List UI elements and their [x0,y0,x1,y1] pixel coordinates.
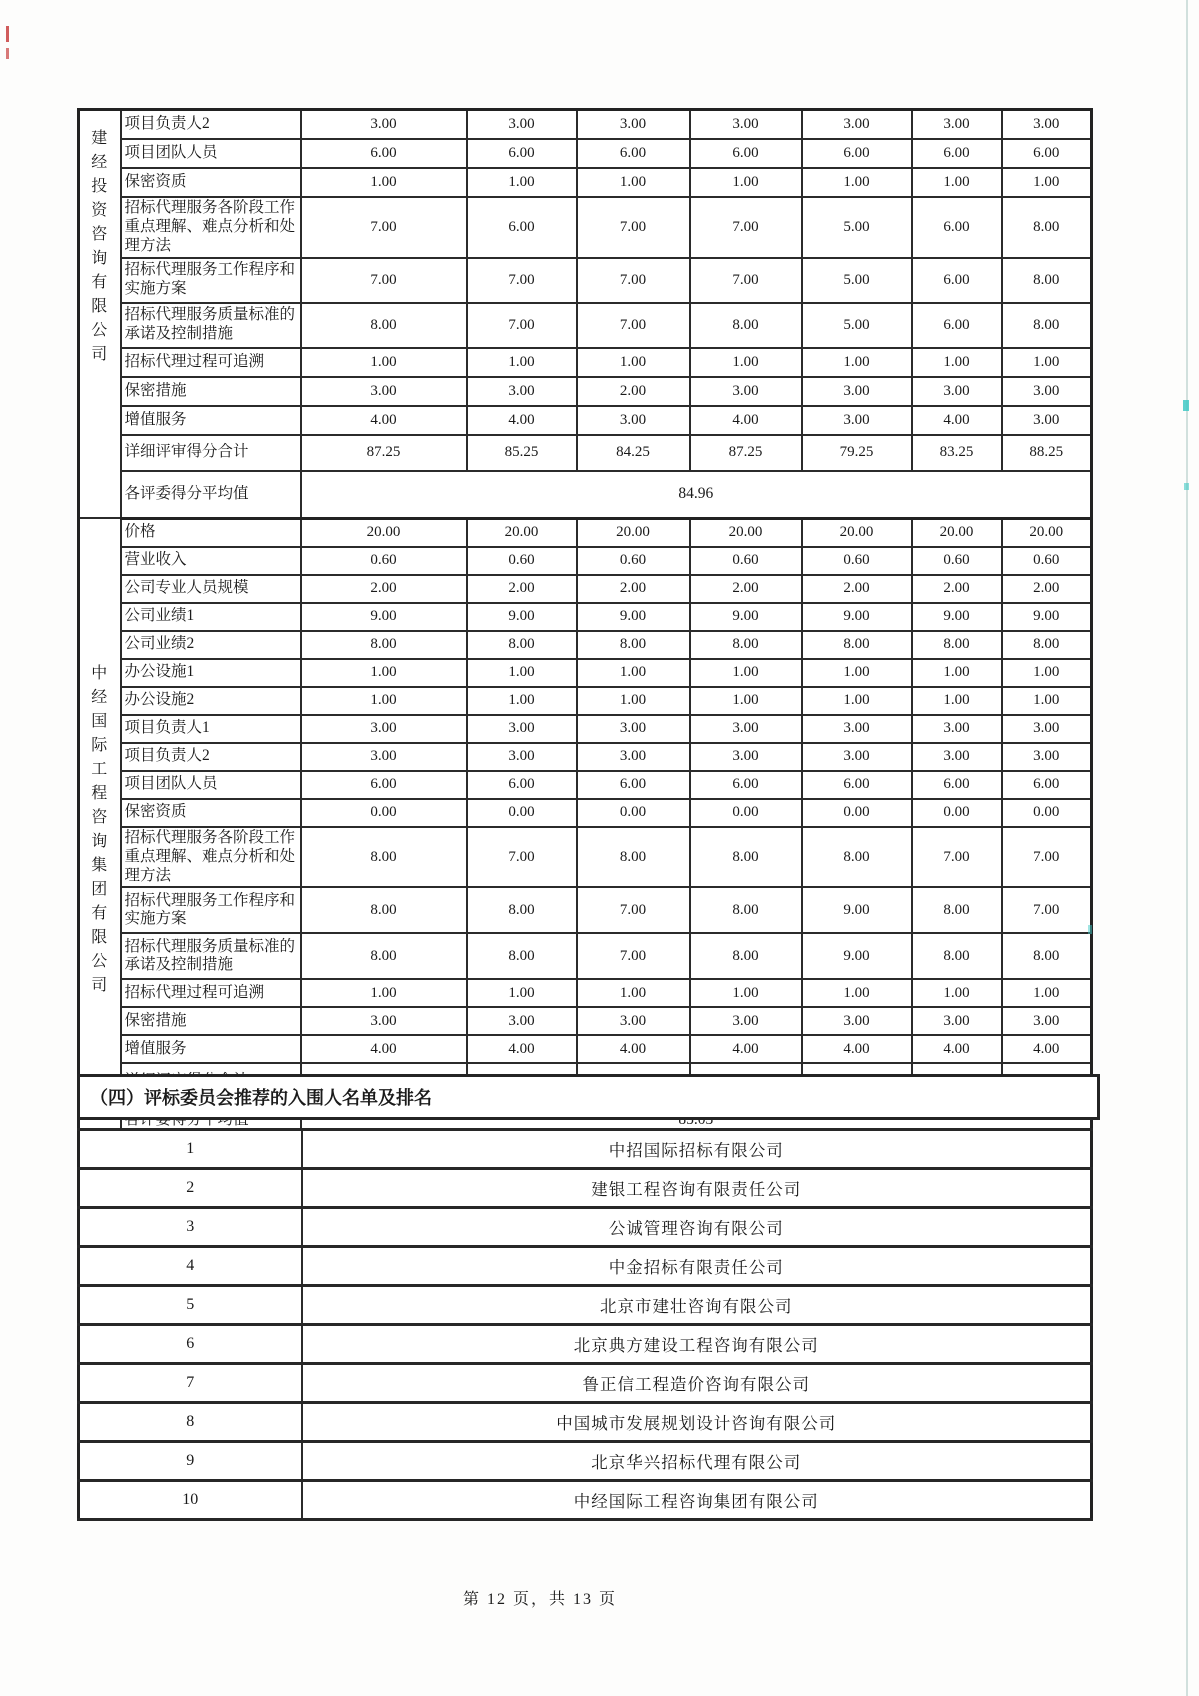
table-row [79,743,1092,771]
score-value: 6.00 [802,139,912,168]
score-value: 1.00 [802,168,912,197]
score-value: 1.00 [301,979,467,1007]
score-value: 1.00 [1002,687,1092,715]
criteria-label: 公司业绩1 [121,603,301,631]
score-value: 1.00 [577,687,690,715]
score-value: 2.00 [577,575,690,603]
evaluation-table-body [79,110,1092,1142]
criteria-label: 招标代理服务各阶段工作重点理解、难点分析和处理方法 [121,827,301,888]
score-value: 1.00 [802,687,912,715]
score-value: 3.00 [802,406,912,435]
score-value: 3.00 [577,715,690,743]
ranking-table [77,1128,1093,1521]
score-value: 0.60 [1002,547,1092,575]
red-pen-mark [6,48,9,59]
table-row [79,979,1092,1007]
score-value: 8.00 [467,933,577,979]
score-value: 6.00 [802,771,912,799]
score-value: 20.00 [577,518,690,547]
score-value: 2.00 [1002,575,1092,603]
score-value: 0.60 [301,547,467,575]
score-value: 1.00 [577,659,690,687]
company-name: 建银工程咨询有限责任公司 [302,1169,1092,1208]
score-value: 1.00 [301,687,467,715]
score-value: 7.00 [577,933,690,979]
score-value: 0.00 [1002,799,1092,827]
score-value: 9.00 [577,603,690,631]
total-value: 84.25 [577,435,690,471]
score-value: 3.00 [301,377,467,406]
score-value: 8.00 [1002,197,1092,258]
ranking-row [79,1481,1092,1520]
company-name: 北京市建壮咨询有限公司 [302,1286,1092,1325]
score-value: 6.00 [912,771,1002,799]
score-value: 8.00 [1002,933,1092,979]
score-value: 6.00 [912,303,1002,348]
company-label-text: 建经 投资 咨询 有限 公司 [91,130,109,363]
score-value: 0.60 [912,547,1002,575]
table-row [79,1007,1092,1035]
score-value: 7.00 [912,827,1002,888]
score-value: 1.00 [912,659,1002,687]
score-value: 6.00 [467,139,577,168]
score-value: 1.00 [467,687,577,715]
total-value: 87.25 [301,435,467,471]
score-value: 9.00 [912,603,1002,631]
rank-number: 7 [79,1364,302,1403]
table-row [79,771,1092,799]
table-row [79,168,1092,197]
score-value: 3.00 [467,715,577,743]
score-value: 0.60 [577,547,690,575]
score-value: 7.00 [467,827,577,888]
score-value: 6.00 [577,771,690,799]
score-value: 1.00 [912,348,1002,377]
score-value: 8.00 [467,887,577,933]
score-value: 6.00 [690,771,802,799]
score-value: 3.00 [467,743,577,771]
score-value: 4.00 [690,1035,802,1063]
criteria-label: 项目团队人员 [121,139,301,168]
score-value: 3.00 [802,743,912,771]
table-row [79,687,1092,715]
score-value: 7.00 [1002,827,1092,888]
score-value: 7.00 [577,258,690,303]
score-value: 6.00 [577,139,690,168]
table-row [79,715,1092,743]
ranking-row [79,1442,1092,1481]
score-value: 20.00 [467,518,577,547]
criteria-label: 招标代理服务质量标准的承诺及控制措施 [121,303,301,348]
company-name: 公诚管理咨询有限公司 [302,1208,1092,1247]
score-value: 4.00 [301,1035,467,1063]
rank-number: 9 [79,1442,302,1481]
rank-number: 2 [79,1169,302,1208]
score-value: 3.00 [1002,715,1092,743]
score-value: 2.00 [912,575,1002,603]
score-value: 0.60 [467,547,577,575]
score-value: 8.00 [301,631,467,659]
table-row [79,659,1092,687]
criteria-label: 招标代理服务工作程序和实施方案 [121,258,301,303]
score-value: 2.00 [690,575,802,603]
score-value: 1.00 [1002,348,1092,377]
score-value: 8.00 [301,933,467,979]
evaluation-table [77,108,1093,1143]
score-value: 1.00 [690,687,802,715]
score-value: 3.00 [1002,110,1092,140]
score-value: 3.00 [912,715,1002,743]
average-value: 84.96 [301,471,1092,519]
score-value: 7.00 [577,887,690,933]
company-name: 中招国际招标有限公司 [302,1130,1092,1169]
score-value: 8.00 [912,631,1002,659]
score-value: 4.00 [1002,1035,1092,1063]
score-value: 8.00 [690,303,802,348]
table-row [79,406,1092,435]
score-value: 8.00 [802,827,912,888]
score-value: 5.00 [802,197,912,258]
score-value: 3.00 [802,1007,912,1035]
table-row [79,933,1092,979]
score-value: 3.00 [802,377,912,406]
rank-number: 6 [79,1325,302,1364]
score-value: 7.00 [1002,887,1092,933]
score-value: 3.00 [802,715,912,743]
score-value: 9.00 [467,603,577,631]
criteria-label: 公司专业人员规模 [121,575,301,603]
score-value: 1.00 [577,348,690,377]
ranking-row [79,1247,1092,1286]
criteria-label: 项目负责人1 [121,715,301,743]
score-value: 1.00 [802,348,912,377]
score-value: 3.00 [301,715,467,743]
criteria-label: 项目负责人2 [121,743,301,771]
company-label [79,110,121,519]
score-value: 3.00 [690,110,802,140]
score-value: 4.00 [802,1035,912,1063]
company-name: 北京华兴招标代理有限公司 [302,1442,1092,1481]
score-value: 2.00 [577,377,690,406]
total-value: 79.25 [802,435,912,471]
score-value: 8.00 [577,827,690,888]
score-value: 1.00 [577,168,690,197]
score-value: 8.00 [690,827,802,888]
score-value: 1.00 [802,659,912,687]
score-value: 20.00 [301,518,467,547]
table-row [79,258,1092,303]
ranking-row [79,1130,1092,1169]
criteria-label: 招标代理过程可追溯 [121,979,301,1007]
score-value: 7.00 [467,303,577,348]
score-value: 8.00 [1002,303,1092,348]
company-label-text: 中经 国际 工程 咨询 集团 有限 公司 [91,664,109,994]
score-value: 3.00 [577,406,690,435]
score-value: 1.00 [690,168,802,197]
score-value: 3.00 [690,715,802,743]
section-heading: （四）评标委员会推荐的入围人名单及排名 [90,1088,432,1108]
cyan-scan-mark [1183,400,1189,411]
score-value: 1.00 [467,659,577,687]
average-row [79,471,1092,519]
score-value: 3.00 [912,377,1002,406]
score-value: 3.00 [690,1007,802,1035]
score-value: 1.00 [301,659,467,687]
table-row [79,110,1092,140]
score-value: 3.00 [912,110,1002,140]
criteria-label: 项目团队人员 [121,771,301,799]
score-value: 8.00 [912,887,1002,933]
ranking-table-body [79,1130,1092,1520]
total-value: 85.25 [467,435,577,471]
total-label: 详细评审得分合计 [121,435,301,471]
score-value: 20.00 [912,518,1002,547]
score-value: 1.00 [912,687,1002,715]
score-value: 6.00 [912,258,1002,303]
table-row [79,799,1092,827]
score-value: 1.00 [912,168,1002,197]
criteria-label: 价格 [121,518,301,547]
criteria-label: 招标代理服务工作程序和实施方案 [121,887,301,933]
table-row [79,631,1092,659]
table-row [79,547,1092,575]
ranking-row [79,1364,1092,1403]
company-name: 北京典方建设工程咨询有限公司 [302,1325,1092,1364]
score-value: 3.00 [301,1007,467,1035]
score-value: 4.00 [577,1035,690,1063]
ranking-row [79,1208,1092,1247]
average-label: 各评委得分平均值 [121,471,301,519]
score-value: 6.00 [690,139,802,168]
score-value: 4.00 [690,406,802,435]
ranking-row [79,1325,1092,1364]
criteria-label: 保密措施 [121,377,301,406]
score-value: 20.00 [1002,518,1092,547]
company-name: 鲁正信工程造价咨询有限公司 [302,1364,1092,1403]
criteria-label: 营业收入 [121,547,301,575]
criteria-label: 办公设施2 [121,687,301,715]
score-value: 5.00 [802,303,912,348]
score-value: 9.00 [802,933,912,979]
criteria-label: 增值服务 [121,1035,301,1063]
rank-number: 4 [79,1247,302,1286]
score-value: 9.00 [301,603,467,631]
score-value: 3.00 [577,743,690,771]
cyan-scan-line [1186,0,1188,1696]
score-value: 8.00 [301,303,467,348]
table-row [79,1035,1092,1063]
score-value: 9.00 [802,603,912,631]
ranking-row [79,1169,1092,1208]
score-value: 7.00 [690,258,802,303]
rank-number: 10 [79,1481,302,1520]
criteria-label: 保密资质 [121,799,301,827]
table-row [79,139,1092,168]
score-value: 20.00 [690,518,802,547]
score-value: 3.00 [912,1007,1002,1035]
score-value: 1.00 [467,348,577,377]
score-value: 6.00 [1002,139,1092,168]
score-value: 8.00 [467,631,577,659]
score-value: 3.00 [301,110,467,140]
score-value: 1.00 [802,979,912,1007]
criteria-label: 公司业绩2 [121,631,301,659]
score-value: 1.00 [301,168,467,197]
company-name: 中金招标有限责任公司 [302,1247,1092,1286]
table-row [79,348,1092,377]
score-value: 0.00 [467,799,577,827]
score-value: 6.00 [467,197,577,258]
company-name: 中国城市发展规划设计咨询有限公司 [302,1403,1092,1442]
table-row [79,603,1092,631]
score-value: 0.60 [802,547,912,575]
rank-number: 5 [79,1286,302,1325]
score-value: 1.00 [1002,659,1092,687]
cyan-scan-mark [1184,483,1189,490]
score-value: 7.00 [301,197,467,258]
score-value: 8.00 [690,631,802,659]
score-value: 1.00 [1002,979,1092,1007]
score-value: 7.00 [690,197,802,258]
table-row [79,377,1092,406]
criteria-label: 办公设施1 [121,659,301,687]
score-value: 3.00 [912,743,1002,771]
rank-number: 8 [79,1403,302,1442]
score-value: 7.00 [301,258,467,303]
score-value: 0.00 [577,799,690,827]
criteria-label: 项目负责人2 [121,110,301,140]
score-value: 0.00 [301,799,467,827]
score-value: 3.00 [1002,1007,1092,1035]
criteria-label: 招标代理服务各阶段工作重点理解、难点分析和处理方法 [121,197,301,258]
table-row [79,303,1092,348]
score-value: 8.00 [690,887,802,933]
table-row [79,575,1092,603]
table-row [79,887,1092,933]
score-value: 6.00 [301,771,467,799]
score-value: 1.00 [467,168,577,197]
score-value: 2.00 [301,575,467,603]
table-row [79,518,1092,547]
score-value: 2.00 [467,575,577,603]
score-value: 4.00 [912,406,1002,435]
ranking-row [79,1403,1092,1442]
score-value: 8.00 [690,933,802,979]
score-value: 0.00 [690,799,802,827]
score-value: 20.00 [802,518,912,547]
total-value: 83.25 [912,435,1002,471]
score-value: 0.60 [690,547,802,575]
score-value: 3.00 [467,1007,577,1035]
criteria-label: 增值服务 [121,406,301,435]
rank-number: 3 [79,1208,302,1247]
score-value: 8.00 [802,631,912,659]
table-row [79,197,1092,258]
score-value: 8.00 [301,887,467,933]
score-value: 6.00 [912,197,1002,258]
cyan-scan-mark [1088,925,1092,934]
section-heading-box [77,1074,1100,1120]
score-value: 8.00 [1002,258,1092,303]
rank-number: 1 [79,1130,302,1169]
total-value: 88.25 [1002,435,1092,471]
score-value: 5.00 [802,258,912,303]
score-value: 6.00 [301,139,467,168]
score-value: 9.00 [690,603,802,631]
total-row [79,435,1092,471]
score-value: 8.00 [301,827,467,888]
ranking-row [79,1286,1092,1325]
score-value: 3.00 [690,377,802,406]
score-value: 3.00 [1002,743,1092,771]
total-value: 87.25 [690,435,802,471]
score-value: 9.00 [1002,603,1092,631]
criteria-label: 招标代理服务质量标准的承诺及控制措施 [121,933,301,979]
score-value: 3.00 [467,377,577,406]
score-value: 3.00 [301,743,467,771]
criteria-label: 保密资质 [121,168,301,197]
score-value: 7.00 [577,303,690,348]
score-value: 3.00 [1002,377,1092,406]
score-value: 9.00 [802,887,912,933]
score-value: 1.00 [577,979,690,1007]
score-value: 6.00 [912,139,1002,168]
score-value: 4.00 [467,1035,577,1063]
score-value: 4.00 [301,406,467,435]
score-value: 3.00 [1002,406,1092,435]
score-value: 3.00 [690,743,802,771]
score-value: 6.00 [1002,771,1092,799]
score-value: 7.00 [467,258,577,303]
score-value: 1.00 [690,659,802,687]
score-value: 8.00 [1002,631,1092,659]
score-value: 8.00 [912,933,1002,979]
score-value: 3.00 [467,110,577,140]
score-value: 3.00 [577,110,690,140]
company-name: 中经国际工程咨询集团有限公司 [302,1481,1092,1520]
score-value: 1.00 [301,348,467,377]
score-value: 6.00 [467,771,577,799]
score-value: 3.00 [577,1007,690,1035]
company-label [79,518,121,1142]
criteria-label: 保密措施 [121,1007,301,1035]
score-value: 1.00 [467,979,577,1007]
score-value: 0.00 [802,799,912,827]
score-value: 0.00 [912,799,1002,827]
score-value: 1.00 [1002,168,1092,197]
score-value: 4.00 [912,1035,1002,1063]
score-value: 1.00 [690,348,802,377]
score-value: 3.00 [802,110,912,140]
score-value: 8.00 [577,631,690,659]
criteria-label: 招标代理过程可追溯 [121,348,301,377]
page-footer: 第 12 页，共 13 页 [462,1591,617,1608]
score-value: 7.00 [577,197,690,258]
red-pen-mark [6,26,9,42]
score-value: 1.00 [912,979,1002,1007]
score-value: 4.00 [467,406,577,435]
table-row [79,827,1092,888]
score-value: 2.00 [802,575,912,603]
score-value: 1.00 [690,979,802,1007]
